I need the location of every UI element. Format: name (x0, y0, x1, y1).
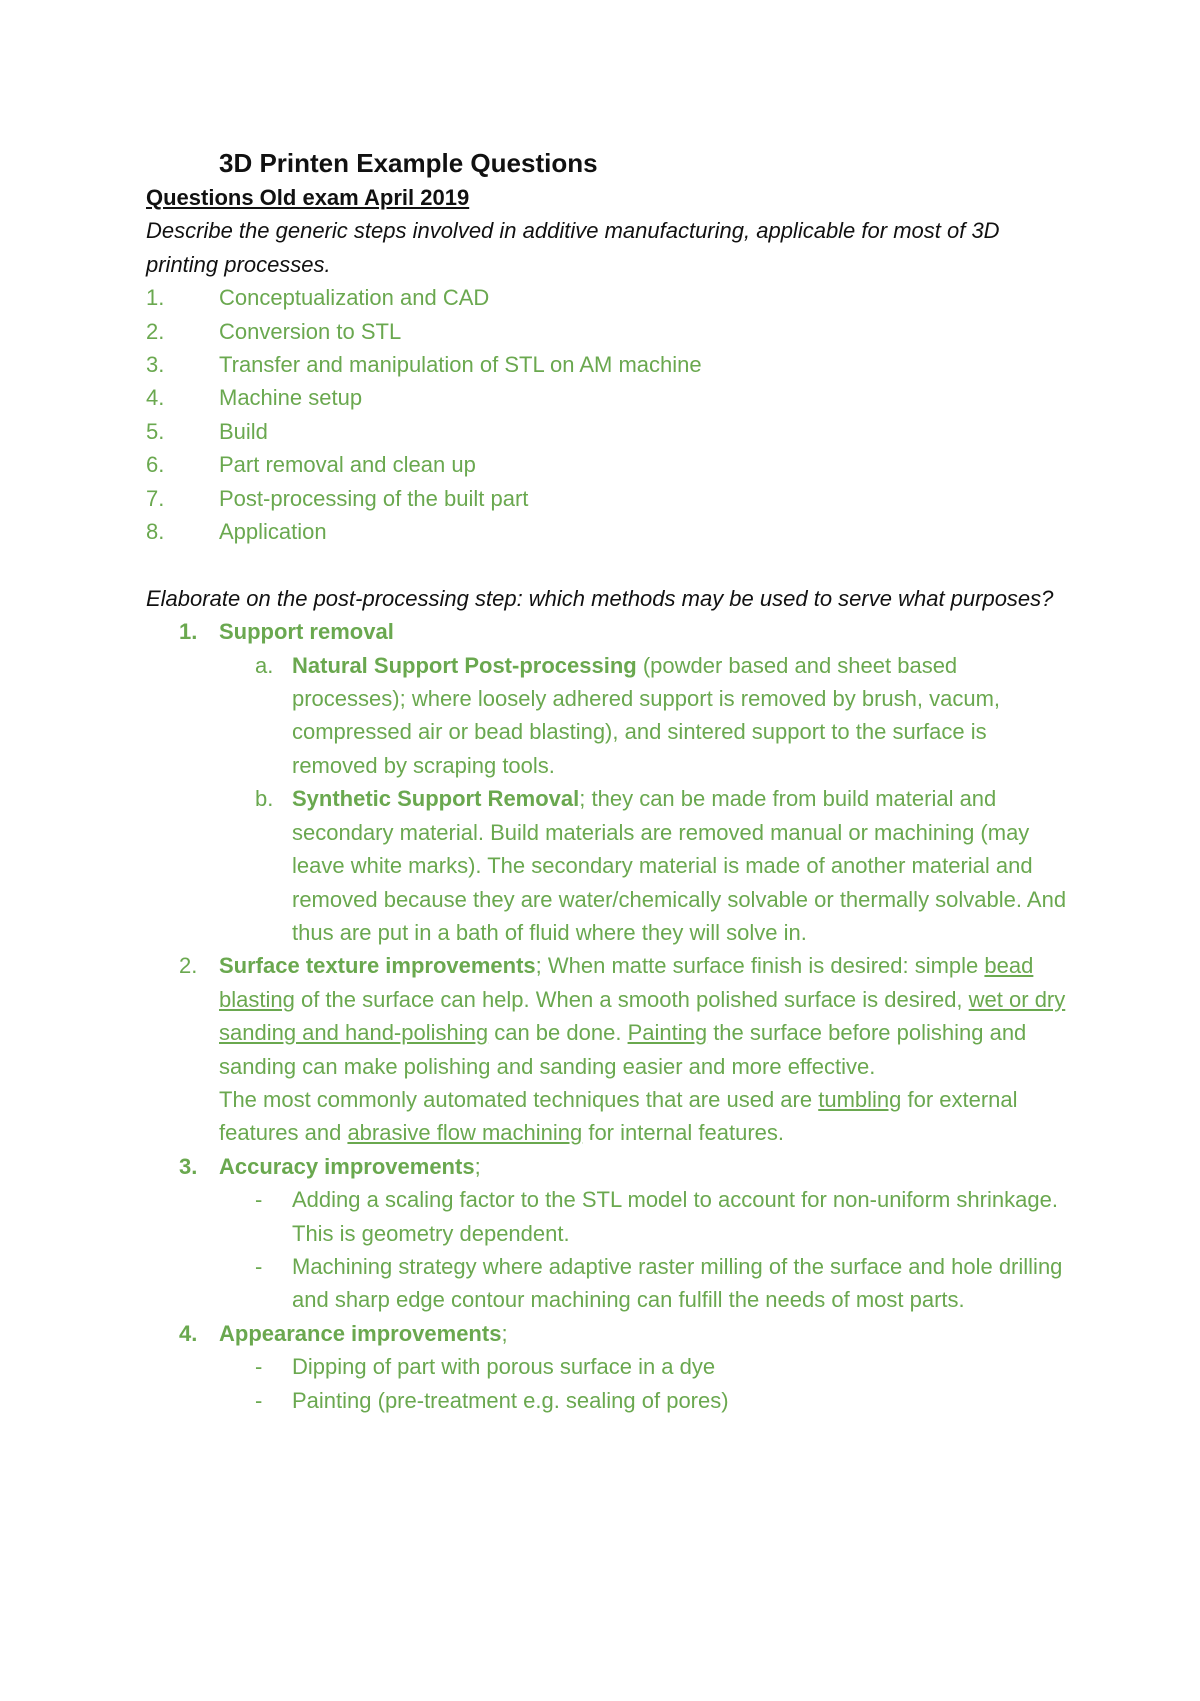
bullet-item (219, 1183, 1076, 1250)
method-number: 4. (179, 1320, 198, 1346)
list-item (146, 381, 1076, 414)
method-paragraph (219, 949, 1076, 1083)
list-item (146, 415, 1076, 448)
list-item-number: 6. (146, 452, 165, 478)
method-text: The most commonly automated techniques that are used are (219, 1086, 819, 1112)
sub-item-synthetic-support (219, 782, 1076, 949)
blank-line (146, 548, 1076, 581)
method-text: for external features and (219, 1086, 1018, 1146)
list-item-number: 2. (146, 318, 165, 344)
method-title: Support removal (219, 619, 394, 645)
method-suffix: ; (474, 1153, 481, 1179)
method-support-removal (146, 615, 1076, 648)
list-item-number: 4. (146, 385, 165, 411)
list-item-text: Application (219, 519, 327, 545)
method-text: the surface before polishing and sanding can make polishing and sanding easier and more effective. (219, 1020, 1027, 1079)
post-processing-methods (146, 615, 1076, 1417)
bullet-dash: - (255, 1253, 263, 1279)
method-appearance-subitems (146, 1350, 1076, 1417)
list-item-number: 1. (146, 285, 165, 311)
method-surface-texture (146, 949, 1076, 1149)
method-text: ; When matte surface finish is desired: simple (535, 953, 985, 979)
sub-item-title: Synthetic Support Removal (292, 786, 580, 812)
sub-item-text: ; they can be made from build material and secondary material. Build materials are removed manual or machining (may leave white marks). The secondary material is made of another material and removed because they are water/chemically solvable or thermally solvable. And thus are put in a bath of fluid where they will solve in. (292, 786, 1067, 945)
am-steps-list (146, 281, 1076, 548)
method-number: 2. (179, 953, 198, 979)
underlined-term: bead blasting (219, 953, 1034, 1012)
document-content (146, 145, 1076, 1417)
method-paragraph (219, 1083, 1076, 1150)
method-text: of the surface can help. When a smooth polished surface is desired, (294, 986, 969, 1012)
underlined-term: tumbling (818, 1086, 902, 1112)
method-number: 1. (179, 619, 198, 645)
bullet-text: Machining strategy where adaptive raster milling of the surface and hole drilling and sharp edge contour machining can fulfill the needs of most parts. (292, 1253, 1063, 1313)
bullet-text: Dipping of part with porous surface in a dye (292, 1354, 716, 1380)
list-item (146, 315, 1076, 348)
sub-item-text: (powder based and sheet based processes); where loosely adhered support is removed by brush, vacum, compressed air or bead blasting), and sintered support to the surface is removed by scraping tools. (292, 652, 1001, 778)
sub-item-title: Natural Support Post-processing (292, 652, 637, 678)
bullet-dash: - (255, 1387, 263, 1413)
list-item-number: 3. (146, 352, 165, 378)
sub-item-natural-support (219, 649, 1076, 783)
method-text: can be done. (488, 1020, 628, 1046)
method-number: 3. (179, 1153, 198, 1179)
list-item-text: Machine setup (219, 385, 363, 411)
question-2: Elaborate on the post-processing step: which methods may be used to serve what purposes? (146, 585, 1054, 611)
bullet-item (219, 1250, 1076, 1317)
list-item (146, 348, 1076, 381)
list-item (146, 515, 1076, 548)
method-title: Accuracy improvements (219, 1153, 475, 1179)
underlined-term: Painting (627, 1020, 708, 1046)
list-item (146, 448, 1076, 481)
method-accuracy (146, 1150, 1076, 1183)
sub-item-letter: b. (255, 786, 274, 812)
method-text: for internal features. (582, 1120, 784, 1146)
list-item-text: Transfer and manipulation of STL on AM machine (219, 352, 702, 378)
list-item-text: Post-processing of the built part (219, 485, 529, 511)
bullet-text: Painting (pre-treatment e.g. sealing of pores) (292, 1387, 729, 1413)
list-item (146, 281, 1076, 314)
list-item-number: 8. (146, 519, 165, 545)
method-suffix: ; (501, 1320, 508, 1346)
underlined-term: wet or dry sanding and hand-polishing (219, 986, 1066, 1046)
bullet-dash: - (255, 1354, 263, 1380)
method-title: Appearance improvements (219, 1320, 502, 1346)
document-title: 3D Printen Example Questions (219, 148, 598, 178)
bullet-item (219, 1384, 1076, 1417)
bullet-item (219, 1350, 1076, 1383)
sub-item-letter: a. (255, 652, 274, 678)
list-item-number: 5. (146, 418, 165, 444)
list-item-number: 7. (146, 485, 165, 511)
method-title: Surface texture improvements (219, 953, 536, 979)
list-item-text: Conceptualization and CAD (219, 285, 490, 311)
method-support-removal-subitems (146, 649, 1076, 950)
bullet-dash: - (255, 1187, 263, 1213)
method-appearance (146, 1317, 1076, 1350)
list-item (146, 482, 1076, 515)
method-accuracy-subitems (146, 1183, 1076, 1317)
list-item-text: Part removal and clean up (219, 452, 476, 478)
underlined-term: abrasive flow machining (347, 1120, 583, 1146)
bullet-text: Adding a scaling factor to the STL model to account for non-uniform shrinkage. This is geometry dependent. (292, 1187, 1058, 1246)
list-item-text: Build (219, 418, 268, 444)
question-1: Describe the generic steps involved in additive manufacturing, applicable for most of 3D printing processes. (146, 218, 1000, 277)
list-item-text: Conversion to STL (219, 318, 402, 344)
section-title: Questions Old exam April 2019 (146, 185, 470, 210)
